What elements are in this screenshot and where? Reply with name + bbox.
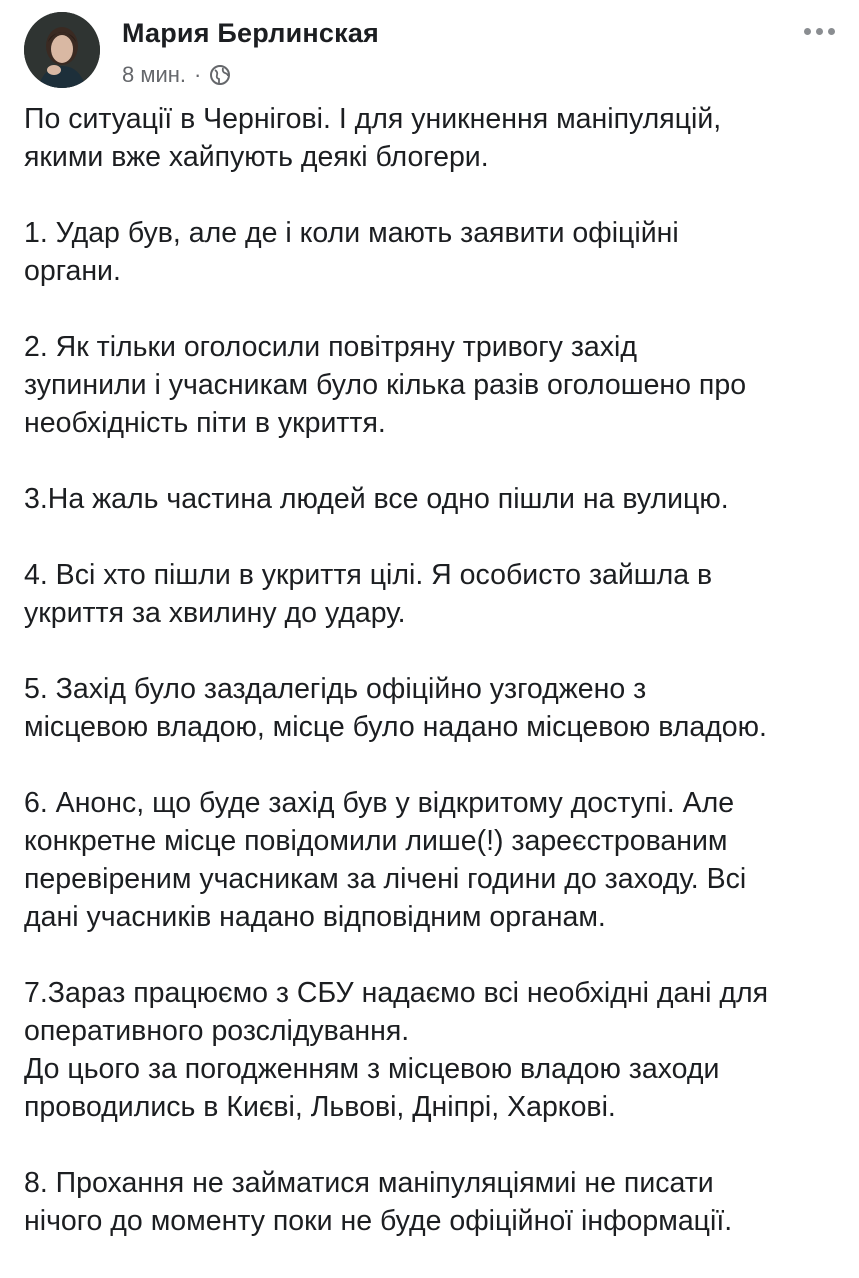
author-name[interactable]: Мария Берлинская bbox=[122, 18, 379, 48]
post-paragraph-7: 7.Зараз працюємо з СБУ надаємо всі необхідні дані для оперативного розслідування. До цього за погодженням з місцевою владою заходи проводились в Києві, Львові, Дніпрі, Харкові. bbox=[24, 977, 769, 1123]
post-paragraph-6: 6. Анонс, що буде захід був у відкритому доступі. Але конкретне місце повідомили лише(!) зареєстрованим перевіреним учасникам за лічені години до заходу. Всі дані учасників надано відповідним органам. bbox=[24, 787, 747, 933]
post-meta bbox=[122, 62, 231, 88]
avatar[interactable] bbox=[24, 12, 100, 88]
post-time[interactable]: 8 мин. bbox=[122, 62, 187, 87]
post-paragraph-5: 5. Захід було заздалегідь офіційно узгоджено з місцевою владою, місце було надано місцевою владою. bbox=[24, 673, 767, 743]
post-paragraph-1: 1. Удар був, але де і коли мають заявити офіційні органи. bbox=[24, 217, 679, 287]
post-paragraph-8: 8. Прохання не займатися маніпуляціямиі не писати нічого до моменту поки не буде офіційної інформації. bbox=[24, 1167, 733, 1237]
post-paragraph-3: 3.На жаль частина людей все одно пішли на вулицю. bbox=[24, 483, 729, 515]
post-paragraph-4: 4. Всі хто пішли в укриття цілі. Я особисто зайшла в укриття за хвилину до удару. bbox=[24, 559, 713, 629]
post-body bbox=[24, 100, 844, 1278]
globe-icon[interactable] bbox=[209, 64, 231, 86]
more-dot bbox=[816, 28, 823, 35]
post-paragraph-intro: По ситуації в Чернігові. І для уникнення маніпуляцій, якими вже хайпують деякі блогери. bbox=[24, 103, 722, 173]
more-dot bbox=[804, 28, 811, 35]
avatar-photo bbox=[24, 12, 100, 88]
post-paragraph-2: 2. Як тільки оголосили повітряну тривогу захід зупинили і учасникам було кілька разів оголошено про необхідність піти в укриття. bbox=[24, 331, 747, 439]
more-options-icon[interactable] bbox=[799, 16, 839, 46]
meta-separator: · bbox=[194, 62, 202, 87]
more-dot bbox=[828, 28, 835, 35]
post-header bbox=[24, 12, 839, 92]
